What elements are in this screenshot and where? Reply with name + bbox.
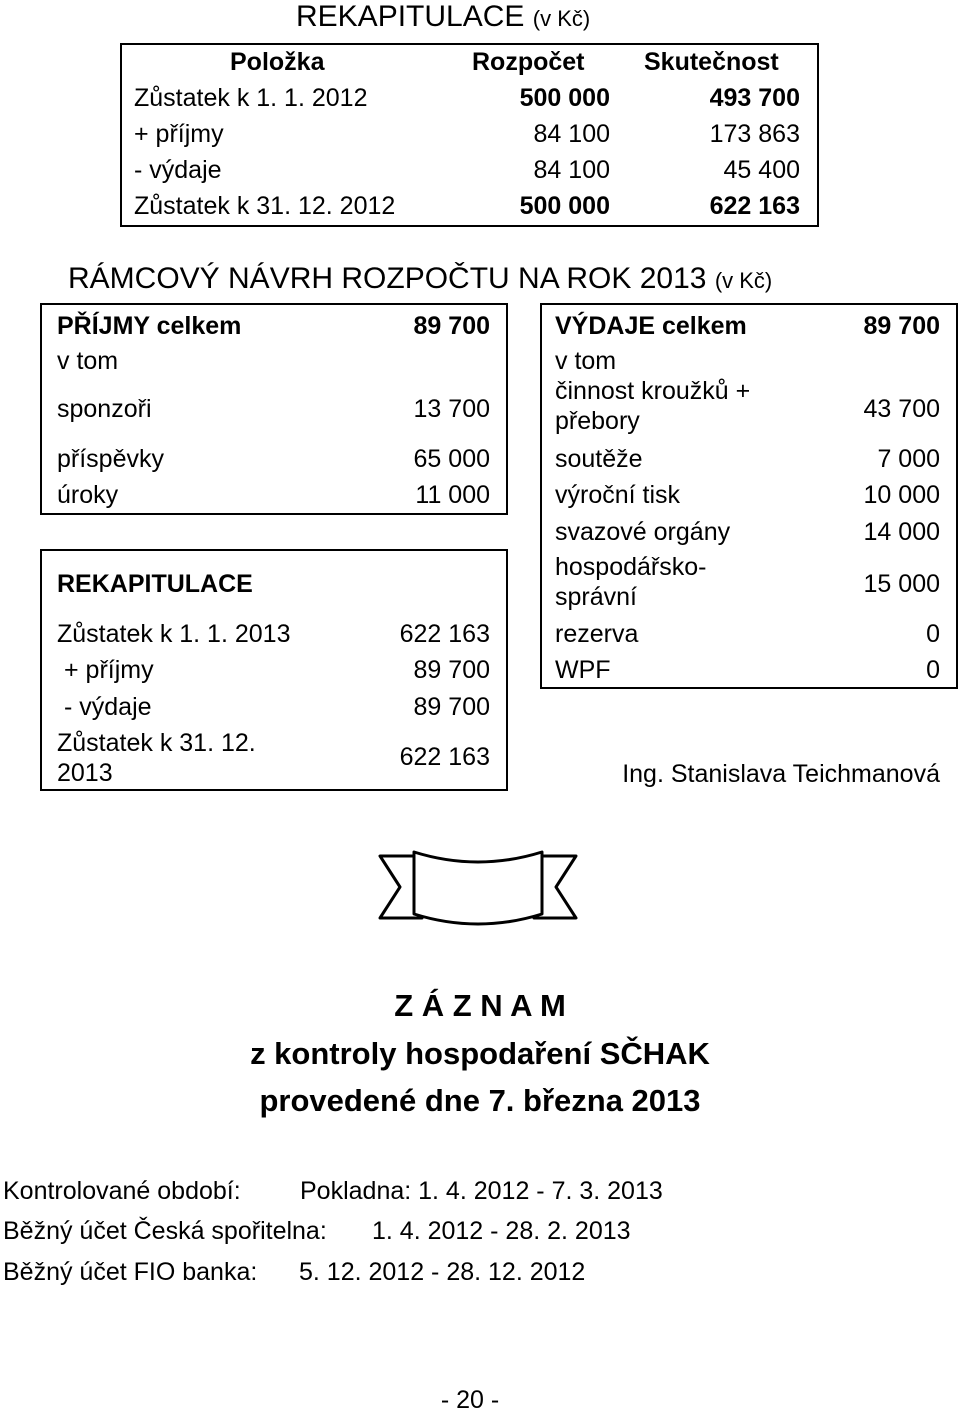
header-polozka: Položka	[230, 48, 325, 76]
recap-row-value: 622 163	[399, 743, 490, 771]
income-item-value: 13 700	[413, 395, 490, 423]
table-row-budget: 500 000	[519, 84, 610, 112]
recap-2012-title: REKAPITULACE (v Kč)	[296, 0, 591, 33]
period-label: Běžný účet FIO banka:	[3, 1258, 258, 1286]
expenses-sub-label: v tom	[555, 347, 617, 375]
expenses-item-label: činnost kroužků + přebory	[555, 377, 751, 435]
table-row-budget: 84 100	[533, 120, 610, 148]
income-item-label: úroky	[57, 481, 119, 509]
recap-row-value: 89 700	[413, 656, 490, 684]
period-value: 5. 12. 2012 - 28. 12. 2012	[299, 1258, 586, 1286]
budget-2013-title: RÁMCOVÝ NÁVRH ROZPOČTU NA ROK 2013 (v Kč)	[68, 262, 773, 295]
expenses-item-value: 7 000	[877, 445, 940, 473]
record-line1: z kontroly hospodaření SČHAK	[250, 1036, 710, 1071]
period-value: 1. 4. 2012 - 28. 2. 2013	[372, 1217, 631, 1245]
recap-row-value: 89 700	[413, 693, 490, 721]
income-total-label: PŘÍJMY celkem	[57, 312, 242, 340]
expenses-item-label: soutěže	[555, 445, 643, 473]
table-row-actual: 493 700	[709, 84, 800, 112]
page-number: - 20 -	[440, 1386, 500, 1414]
income-item-label: příspěvky	[57, 445, 164, 473]
expenses-item-value: 43 700	[863, 395, 940, 423]
income-total-value: 89 700	[413, 312, 490, 340]
expenses-item-value: 0	[926, 620, 940, 648]
recap-row-label: Zůstatek k 1. 1. 2013	[57, 620, 291, 648]
recap-row-label: + příjmy	[64, 656, 154, 684]
table-row-label: - výdaje	[134, 156, 222, 184]
expenses-total-label: VÝDAJE celkem	[555, 312, 747, 340]
income-item-value: 11 000	[415, 481, 490, 509]
table-row-budget: 500 000	[519, 192, 610, 220]
header-skutecnost: Skutečnost	[644, 48, 779, 76]
recap-row-label: Zůstatek k 31. 12. 2013	[57, 729, 256, 787]
income-item-label: sponzoři	[57, 395, 152, 423]
header-rozpocet: Rozpočet	[472, 48, 585, 76]
table-row-budget: 84 100	[533, 156, 610, 184]
table-row-label: Zůstatek k 1. 1. 2012	[134, 84, 368, 112]
table-row-label: + příjmy	[134, 120, 224, 148]
record-title: Z Á Z N A M	[394, 988, 566, 1023]
expenses-item-value: 0	[926, 656, 940, 684]
table-row-label: Zůstatek k 31. 12. 2012	[134, 192, 396, 220]
period-label: Kontrolované období:	[3, 1177, 241, 1205]
recap-row-label: - výdaje	[64, 693, 152, 721]
expenses-item-label: hospodářsko-správní	[555, 553, 707, 611]
recap-row-value: 622 163	[399, 620, 490, 648]
expenses-item-value: 10 000	[863, 481, 940, 509]
period-label: Běžný účet Česká spořitelna:	[3, 1217, 327, 1245]
banner-icon	[378, 850, 578, 930]
table-row-actual: 173 863	[709, 120, 800, 148]
expenses-item-value: 15 000	[863, 570, 940, 598]
period-value: Pokladna: 1. 4. 2012 - 7. 3. 2013	[300, 1177, 663, 1205]
table-row-actual: 45 400	[723, 156, 800, 184]
expenses-total-value: 89 700	[863, 312, 940, 340]
table-row-actual: 622 163	[709, 192, 800, 220]
expenses-item-label: svazové orgány	[555, 518, 731, 546]
expenses-item-label: výroční tisk	[555, 481, 681, 509]
expenses-item-value: 14 000	[863, 518, 940, 546]
recap-2013-title: REKAPITULACE	[57, 570, 253, 598]
expenses-item-label: WPF	[555, 656, 611, 684]
signature: Ing. Stanislava Teichmanová	[622, 760, 940, 788]
expenses-item-label: rezerva	[555, 620, 639, 648]
record-line2: provedené dne 7. března 2013	[259, 1083, 701, 1118]
income-item-value: 65 000	[413, 445, 490, 473]
income-sub-label: v tom	[57, 347, 119, 375]
